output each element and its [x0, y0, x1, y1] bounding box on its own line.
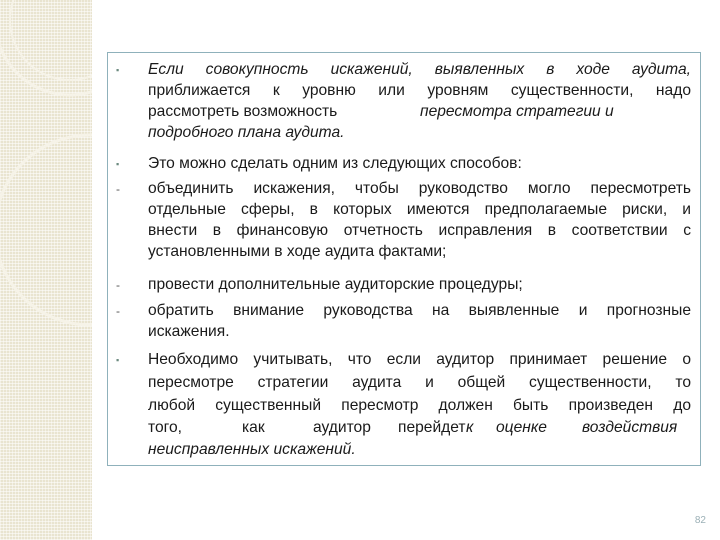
text-segment: того,: [148, 419, 182, 436]
bullet-square: ▪: [116, 159, 120, 169]
text-segment: к: [466, 419, 474, 436]
text-line: Если совокупность искажений, выявленных в ходе аудита,: [148, 61, 691, 78]
text-line: приближается к уровню или уровням существенности, надо: [148, 82, 691, 99]
text-line: провести дополнительные аудиторские процедуры;: [148, 276, 523, 293]
page-number: 82: [694, 515, 706, 526]
text-segment: рассмотреть возможность: [148, 103, 338, 120]
text-segment: воздействия: [582, 419, 678, 436]
text-segment: перейдет: [398, 419, 466, 436]
decorative-arcs: [0, 0, 92, 540]
text-segment: аудитор: [313, 419, 371, 436]
text-line: установленными в ходе аудита фактами;: [148, 243, 447, 260]
text-segment: оценке: [496, 419, 547, 436]
bullet-dash: -: [116, 278, 120, 292]
text-line: неисправленных искажений.: [148, 441, 356, 458]
text-segment: пересмотра стратегии и: [420, 103, 614, 120]
text-line: обратить внимание руководства на выявленные и прогнозные: [148, 302, 691, 319]
bullet-dash: -: [116, 182, 120, 196]
text-line: любой существенный пересмотр должен быть произведен до: [148, 397, 691, 414]
text-line: подробного плана аудита.: [148, 124, 345, 141]
text-line: Это можно сделать одним из следующих способов:: [148, 155, 522, 172]
text-line: пересмотре стратегии аудита и общей существенности, то: [148, 374, 691, 391]
text-line: [148, 418, 691, 439]
bullet-square: ▪: [116, 355, 120, 365]
decorative-side-band: [0, 0, 92, 540]
text-line: искажения.: [148, 323, 230, 340]
bullet-square: ▪: [116, 65, 120, 75]
text-line: внести в финансовую отчетность исправления в соответствии с: [148, 222, 691, 239]
text-line: Необходимо учитывать, что если аудитор принимает решение о: [148, 351, 691, 368]
text-line: [148, 102, 691, 123]
text-line: объединить искажения, чтобы руководство могло пересмотреть: [148, 180, 691, 197]
text-line: отдельные сферы, в которых имеются предполагаемые риски, и: [148, 201, 691, 218]
bullet-dash: -: [116, 304, 120, 318]
text-segment: как: [242, 419, 265, 436]
